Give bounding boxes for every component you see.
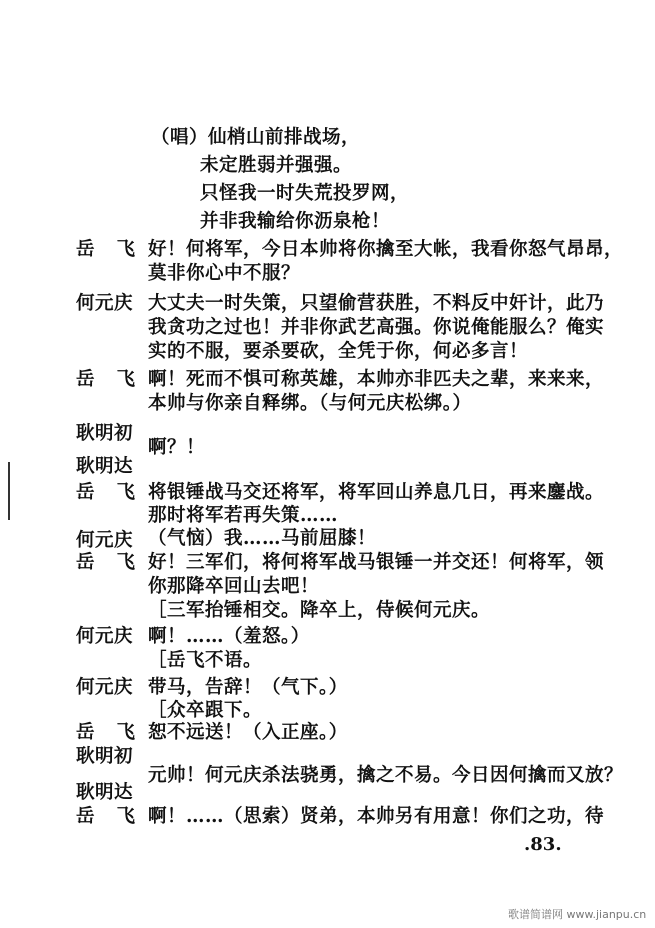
speaker-name: 耿明达	[76, 782, 134, 803]
dialogue-line: 啊？！	[148, 437, 206, 458]
song-line-2: 未定胜弱并强强。	[200, 155, 353, 176]
dialogue-line: 啊！……（羞怒。）	[148, 626, 310, 647]
dialogue-line: 将银锤战马交还将军，将军回山养息几日，再来鏖战。	[148, 482, 605, 503]
speaker-name: 何元庆	[76, 530, 134, 551]
dialogue-line: 好！三军们，将何将军战马银锤一并交还！何将军，领	[148, 552, 605, 573]
dialogue-line: 好！何将军，今日本帅将你擒至大帐，我看你怒气昂昂，	[148, 239, 624, 260]
speaker-name: 岳飞	[76, 369, 158, 390]
speaker-name: 耿明初	[76, 746, 134, 767]
speaker-name: 何元庆	[76, 293, 134, 314]
song-line-1: （唱）仙梢山前排战场，	[151, 127, 361, 148]
watermark: 歌谱简谱网 www.jianpu.cn	[508, 908, 647, 921]
scan-margin-mark	[8, 462, 10, 520]
speaker-name: 耿明初	[76, 423, 134, 444]
dialogue-line: 啊！死而不惧可称英雄，本帅亦非匹夫之辈，来来来，	[148, 369, 605, 390]
speaker-name: 耿明达	[76, 456, 134, 477]
dialogue-line: 你那降卒回山去吧！	[148, 576, 320, 597]
dialogue-line: 带马，告辞！（气下。）	[148, 677, 348, 698]
speaker-name: 何元庆	[76, 677, 134, 698]
speaker-name: 岳飞	[76, 722, 158, 743]
page-number-value: 83	[530, 834, 556, 855]
speaker-name: 岳飞	[76, 482, 158, 503]
dialogue-line: （气恼）我……马前屈膝！	[148, 528, 377, 549]
stage-direction: ［岳飞不语。	[148, 650, 263, 671]
dialogue-line: 啊！……（思索）贤弟，本帅另有用意！你们之功，待	[148, 806, 605, 827]
song-line-4: 并非我输给你沥泉枪！	[200, 211, 391, 232]
dialogue-line: 大丈夫一时失策，只望偷营获胜，不料反中奸计，此乃	[148, 293, 605, 314]
dialogue-line: 莫非你心中不服？	[148, 263, 301, 284]
song-line-3: 只怪我一时失荒投罗网，	[200, 183, 410, 204]
speaker-name: 岳飞	[76, 552, 158, 573]
stage-direction: ［众卒跟下。	[148, 700, 263, 721]
speaker-name: 何元庆	[76, 626, 134, 647]
dialogue-line: 我贪功之过也！并非你武艺高强。你说俺能服么？俺实	[148, 317, 605, 338]
dialogue-line: 实的不服，要杀要砍，全凭于你，何必多言！	[148, 341, 529, 362]
dialogue-line: 那时将军若再失策……	[148, 505, 339, 526]
stage-direction: ［三军抬锤相交。降卒上，侍候何元庆。	[148, 600, 491, 621]
dialogue-line: 恕不远送！（入正座。）	[148, 722, 348, 743]
dialogue-line: 元帅！何元庆杀法骁勇，擒之不易。今日因何擒而又放？	[148, 765, 624, 786]
dialogue-line: 本帅与你亲自释绑。（与何元庆松绑。）	[148, 393, 472, 414]
page-number: .83.	[524, 834, 562, 855]
speaker-name: 岳飞	[76, 239, 158, 260]
speaker-name: 岳飞	[76, 806, 158, 827]
